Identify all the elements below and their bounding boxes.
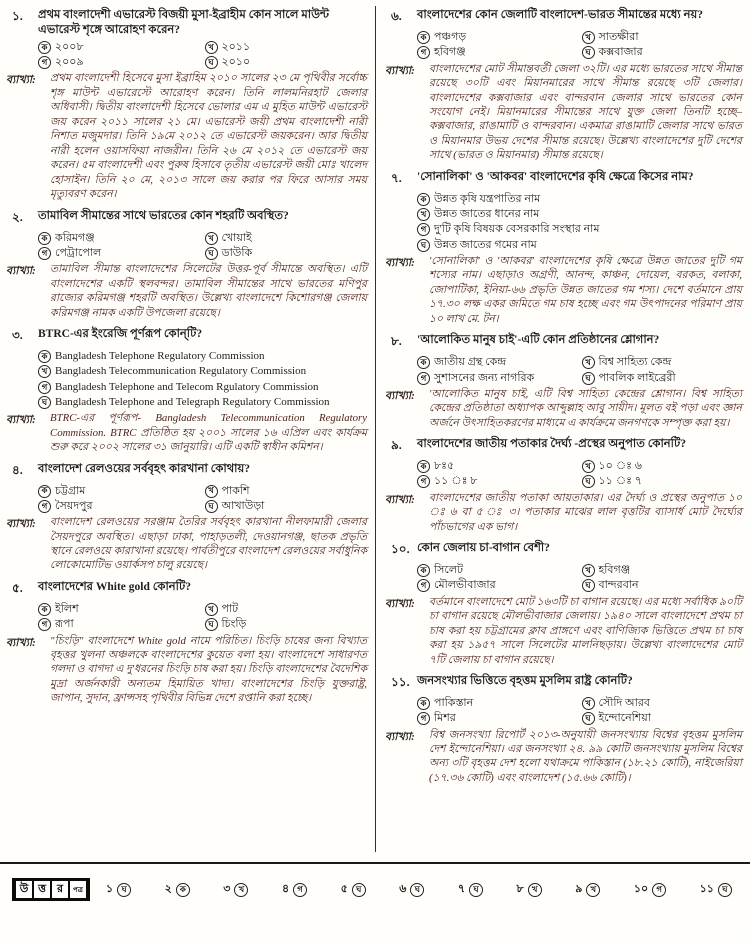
question-text: জনসংখ্যার ভিত্তিতে বৃহত্তম মুসলিম রাষ্ট্র কোনটি?	[417, 674, 633, 687]
answer-badge-tile: উ	[16, 881, 32, 898]
answer-letter-circle-icon: গ	[652, 883, 666, 897]
option-item	[205, 602, 368, 616]
option-letter-circle-icon: গ	[417, 223, 430, 236]
option-item	[582, 696, 743, 710]
question-block	[6, 209, 367, 320]
answer-key-bar	[0, 862, 750, 908]
option-item	[38, 55, 201, 69]
right-column	[375, 6, 750, 852]
option-item	[38, 40, 201, 54]
option-item	[582, 355, 743, 369]
question-header	[385, 8, 742, 28]
option-letter-circle-icon: গ	[38, 500, 51, 513]
option-letter-circle-icon: খ	[205, 485, 218, 498]
answer-letter-circle-icon: ঘ	[352, 883, 366, 897]
question-text: প্রথম বাংলাদেশী এভারেস্ট বিজয়ী মুসা-ইব্রাহীম কোন সালে মাউন্ট এভারেস্ট শৃঙ্গে আরোহণ করেন?	[38, 9, 330, 36]
option-letter-circle-icon: ক	[38, 41, 51, 54]
option-letter-circle-icon: ঘ	[582, 712, 595, 725]
explanation-label: ব্যাখ্যা:	[385, 493, 415, 506]
answer-letter-circle-icon: ঘ	[117, 883, 131, 897]
answer-chip	[575, 880, 600, 899]
explanation-label: ব্যাখ্যা:	[6, 636, 36, 649]
explanation-label: ব্যাখ্যা:	[385, 64, 415, 77]
answer-letter-circle-icon: ঘ	[469, 883, 483, 897]
question-block	[385, 674, 742, 785]
option-label: ২০০৯	[55, 56, 84, 69]
question-block	[385, 437, 742, 534]
option-letter-circle-icon: ঘ	[582, 475, 595, 488]
explanation-label: ব্যাখ্যা:	[6, 518, 36, 531]
answer-question-number: ৪	[281, 883, 290, 895]
question-text: বাংলাদেশের White gold কোনটি?	[38, 580, 191, 593]
option-item	[38, 484, 201, 498]
answer-chip	[282, 880, 307, 899]
option-item	[582, 563, 743, 577]
option-item	[38, 395, 367, 409]
question-header	[6, 8, 367, 38]
question-header	[385, 437, 742, 457]
question-number: ১.	[12, 9, 23, 23]
option-letter-circle-icon: ঘ	[582, 46, 595, 59]
explanation-row	[385, 254, 742, 326]
explanation-text: 'সোনালিকা' ও 'আকবর' বাংলাদেশের কৃষি ক্ষেত্রে উন্নত জাতের দুটি গম শস্যের নাম। এছাড়াও অগ্রণী, আনন্দ, কাঞ্চন, দোয়েল, বরকত, বলাকা, জোপাটিকা, ইনিয়া-৬৬ প্রভৃতি উন্নত জাতের গম শস্য। দেশে বর্তমানে প্রায় ১৭.৩০ লক্ষ একর জমিতে গম চাষ হচ্ছে এবং গম উৎপাদনের পরিমাণ প্রায় ১০ লাখ মে. টন।	[429, 254, 742, 325]
explanation-row	[6, 634, 367, 706]
option-label: মৌলভীবাজার	[434, 579, 496, 592]
explanation-label: ব্যাখ্যা:	[6, 414, 36, 427]
option-letter-circle-icon: গ	[417, 712, 430, 725]
option-label: খোয়াই	[221, 231, 252, 244]
option-label: পাট	[221, 602, 239, 615]
answer-chip	[223, 880, 248, 899]
option-item	[417, 459, 578, 473]
option-letter-circle-icon: গ	[38, 247, 51, 260]
option-label: Bangladesh Telephone Regulatory Commission	[55, 349, 265, 362]
option-letter-circle-icon: গ	[417, 46, 430, 59]
options-group	[417, 563, 742, 593]
option-label: সৈয়দপুর	[55, 499, 93, 512]
option-item	[38, 246, 201, 260]
option-item	[417, 207, 742, 221]
option-letter-circle-icon: খ	[417, 208, 430, 221]
option-label: চিংড়ি	[221, 618, 247, 631]
question-header	[385, 333, 742, 353]
question-number: ৮.	[391, 334, 402, 349]
answer-letter-circle-icon: খ	[586, 883, 600, 897]
option-label: চট্টগ্রাম	[55, 484, 86, 497]
option-item	[417, 578, 578, 592]
option-letter-circle-icon: গ	[417, 475, 430, 488]
explanation-label: ব্যাখ্যা:	[385, 597, 415, 610]
answer-chip	[700, 880, 732, 899]
explanation-text: বাংলাদেশের মোট সীমান্তবর্তী জেলা ৩২টি। এর মধ্যে ভারতের সাথে সীমান্ত রয়েছে ৩০টি এবং মিয়ানমারের সাথে সীমান্ত রয়েছে ৩টি জেলার। বাংলাদেশের কক্সবাজার এবং বান্দরবান জেলার সাথে ভারতের কোন সংযোগ নেই। মিয়ানমারের সীমান্তের সাথে যুক্ত জেলা তিনটি হচ্ছে– কক্সবাজার, রাঙামাটি ও বান্দরবান। একমাত্র রাঙামাটি জেলার সাথে ভারত ও মিয়ানমার উভয় দেশের সীমান্ত রয়েছে। উল্লেখ্য বাংলাদেশের দুটি দেশের সাথে (ভারত ও মিয়ানমার) সীমান্ত রয়েছে।	[429, 62, 742, 162]
option-label: Bangladesh Telephone and Telecom Rgulatory Commission	[55, 380, 319, 393]
option-letter-circle-icon: খ	[205, 603, 218, 616]
option-item	[38, 602, 201, 616]
options-group	[38, 602, 367, 632]
option-item	[417, 45, 578, 59]
option-letter-circle-icon: ঘ	[205, 56, 218, 69]
answer-question-number: ১	[106, 883, 114, 895]
options-group	[38, 231, 367, 261]
options-group	[417, 192, 742, 252]
option-label: উন্নত কৃষি যন্ত্রপাতির নাম	[434, 192, 541, 205]
answer-sheet-badge	[12, 878, 90, 901]
option-item	[38, 380, 367, 394]
option-item	[582, 711, 743, 725]
option-label: Bangladesh Telecommunication Regulatory Commission	[55, 365, 307, 378]
option-item	[582, 459, 743, 473]
answer-chip	[399, 880, 424, 899]
option-letter-circle-icon: ঘ	[582, 579, 595, 592]
question-number: ১১.	[391, 674, 410, 689]
option-label: রূপা	[55, 618, 74, 631]
question-text: তামাবিল সীমান্তের সাথে ভারতের কোন শহরটি অবস্থিত?	[38, 209, 289, 222]
answer-letter-circle-icon: গ	[293, 883, 307, 897]
option-letter-circle-icon: ঘ	[38, 396, 51, 409]
answer-question-number: ৯	[575, 883, 583, 895]
option-item	[417, 371, 578, 385]
answer-question-number: ১১	[699, 883, 714, 895]
explanation-text: প্রথম বাংলাদেশী হিসেবে মুসা ইব্রাহিম ২০১০ সালের ২৩ মে পৃথিবীর সর্বোচ্চ শৃঙ্গ মাউন্ট এভারেস্টে আরোহণ করেন। তিনি লালমনিরহাট জেলার অধিবাসী। দ্বিতীয় বাংলাদেশী হিসেবে ভোলার এম এ মুহিত মাউন্ট এভারেস্ট জয় করেন ২০১১ সালের ২১ মে। এভারেস্ট জয়ী প্রথম বাংলাদেশী নারী নিশাত মজুমদার। তিনি ১৯মে ২০১২ তে এভারেস্ট জয়করেন। আর দ্বিতীয় নারী হলেন ওয়াসফিয়া নাজরীন। তিনি ২৬ মে ২০১২ তে এভারেস্ট জয় করেন। ৫ম বাংলাদেশী এবং পুরুষ হিসাবে তৃতীয় এভারেস্ট জয়ী মোঃ খালেদ হোসাইন। তিনি ২০ মে, ২০১৩ সালে জয় করার পর ফিরে আসার সময় মৃত্যুবরণ করেন।	[50, 72, 367, 201]
option-item	[417, 30, 578, 44]
option-item	[582, 474, 743, 488]
option-label: হবিগঞ্জ	[598, 564, 631, 577]
option-item	[205, 246, 368, 260]
question-number: ৯.	[391, 438, 402, 453]
question-block	[6, 462, 367, 573]
option-item	[417, 563, 578, 577]
option-label: পাবলিক লাইব্রেরী	[598, 371, 676, 384]
option-label: কক্সবাজার	[598, 46, 643, 59]
option-letter-circle-icon: খ	[582, 460, 595, 473]
question-number: ৬.	[391, 9, 402, 23]
explanation-label: ব্যাখ্যা:	[6, 265, 36, 278]
option-item	[582, 30, 743, 44]
question-block	[385, 170, 742, 326]
option-letter-circle-icon: খ	[205, 232, 218, 245]
question-text: 'সোনালিকা' ও 'আকবর' বাংলাদেশের কৃষি ক্ষেত্রে কিসের নাম?	[417, 170, 694, 183]
answer-chip	[341, 880, 366, 899]
question-header	[6, 327, 367, 347]
answer-letter-circle-icon: খ	[528, 883, 542, 897]
option-letter-circle-icon: ঘ	[205, 618, 218, 631]
question-header	[385, 170, 742, 190]
answer-badge-tile: র	[52, 881, 68, 898]
answer-chip	[517, 880, 542, 899]
option-letter-circle-icon: ঘ	[417, 239, 430, 252]
option-letter-circle-icon: গ	[417, 372, 430, 385]
explanation-row	[385, 387, 742, 430]
option-label: ২০১০	[221, 56, 251, 69]
option-item	[417, 238, 742, 252]
question-text: কোন জেলায় চা-বাগান বেশী?	[417, 542, 550, 555]
option-letter-circle-icon: ক	[38, 232, 51, 245]
option-letter-circle-icon: ঘ	[205, 500, 218, 513]
options-group	[417, 30, 742, 60]
answer-question-number: ৫	[340, 883, 348, 895]
option-label: ২০১১	[221, 40, 251, 53]
explanation-text: বর্তমানে বাংলাদেশে মোট ১৬৩টি চা বাগান রয়েছে। এর মধ্যে সর্বাধিক ৯০টি চা বাগান রয়েছে মৌলভীবাজার জেলায়। ১৯৪০ সালে বাংলাদেশে প্রথম চা চাষ করা হয় চট্টগ্রামের ক্লাব প্রাঙ্গণে এবং বাণিজ্যিক ভিত্তিতে প্রথম চা চাষ করা হয় ১৯৫৭ সালে সিলেটের মালনিছড়ায়। উল্লেখ্য বাংলাদেশের মোট ৭টি জেলায় চা বাগান রয়েছে।	[429, 595, 742, 666]
option-letter-circle-icon: ক	[38, 603, 51, 616]
explanation-label: ব্যাখ্যা:	[385, 256, 415, 269]
option-letter-circle-icon: ক	[38, 350, 51, 363]
answer-question-number: ১০	[633, 883, 649, 895]
option-item	[205, 40, 368, 54]
explanation-text: বাংলাদেশ রেলওয়ের সরঞ্জাম তৈরির সর্ববৃহৎ কারখানা নীলফামারী জেলার সৈয়দপুরে অবস্থিত। এছাড়া ঢাকা, পাহাড়তলী, দেওয়ানগঞ্জ, ছাতক প্রভৃতি স্থানে রেলওয়ে কারাখানা রয়েছে। পার্বতীপুরে বাংলাদেশ রেলওয়ের সর্বাধুনিক লোকোমোটিভ ওয়ার্কসপ চালু রয়েছে।	[50, 516, 367, 572]
option-label: ৮ঃ৫	[434, 460, 455, 473]
option-label: জাতীয় গ্রন্থ কেন্দ্র	[434, 356, 507, 369]
option-label: Bangladesh Telephone and Telegraph Regulatory Commission	[55, 395, 330, 408]
question-header	[6, 209, 367, 229]
answer-question-number: ২	[164, 883, 172, 895]
question-text: বাংলাদেশ রেলওয়ের সর্ববৃহৎ কারখানা কোথায়?	[38, 462, 251, 475]
options-group	[38, 349, 367, 409]
explanation-text: 'আলোকিত মানুষ চাই, এটি বিশ্ব সাহিত্য কেন্দ্রের শ্লোগান। বিশ্ব সাহিত্য কেন্দ্রের প্রতিষ্ঠাতা অধ্যাপক আব্দুল্লাহ আবু সায়ীদ। মূলত বই পড়া এবং জ্ঞান অর্জনে উৎসাহিতকরণের মাধ্যমে এ কার্যক্রমে জনগণকে সম্পৃক্ত করা হয়।	[429, 387, 742, 429]
option-item	[38, 364, 367, 378]
question-number: ১০.	[391, 542, 410, 557]
left-column	[0, 6, 375, 852]
question-block	[6, 327, 367, 455]
answer-letter-circle-icon: ঘ	[410, 883, 424, 897]
option-letter-circle-icon: ঘ	[582, 372, 595, 385]
option-label: ইন্দোনেশিয়া	[598, 712, 651, 725]
answer-question-number: ৬	[399, 883, 407, 895]
question-header	[385, 674, 742, 694]
option-label: পাকশি	[221, 484, 250, 497]
question-block	[6, 8, 367, 202]
option-letter-circle-icon: ক	[417, 564, 430, 577]
explanation-text: BTRC-এর পূর্ণরূপ- Bangladesh Telecommunication Regulatory Commission. BTRC প্রতিষ্ঠিত হয় ২০০১ সালের ১৬ এপ্রিল এবং কার্যক্রম শুরু করে ২০০২ সালের ৩১ জানুয়ারি। এটি একটি স্বাধীন কমিশন।	[50, 412, 367, 454]
option-letter-circle-icon: খ	[582, 564, 595, 577]
option-item	[417, 192, 742, 206]
option-label: পঞ্চগড়	[434, 31, 467, 43]
option-letter-circle-icon: ক	[417, 356, 430, 369]
question-header	[6, 580, 367, 600]
option-label: উন্নত জাতের ধানের নাম	[434, 208, 540, 221]
option-item	[417, 222, 742, 236]
option-letter-circle-icon: খ	[205, 41, 218, 54]
option-label: ১১ ঃ ৭	[598, 475, 642, 488]
question-number: ২.	[12, 209, 23, 224]
option-letter-circle-icon: ক	[417, 193, 430, 206]
question-number: ৭.	[391, 170, 402, 185]
option-item	[205, 55, 368, 69]
options-group	[38, 40, 367, 70]
question-block	[385, 541, 742, 667]
option-item	[205, 499, 368, 513]
option-letter-circle-icon: খ	[582, 356, 595, 369]
question-number: ৩.	[12, 327, 23, 342]
question-number: ৪.	[12, 462, 23, 477]
answer-chip	[106, 880, 131, 899]
option-letter-circle-icon: গ	[38, 381, 51, 394]
option-label: আখাউড়া	[221, 499, 265, 512]
explanation-text: "চিংড়ি" বাংলাদেশে White gold নামে পরিচিত। চিংড়ি চাষের জন্য বিখ্যাত বৃহত্তর খুলনা অঞ্চলকে বাংলাদেশের কুয়েত বলা হয়। বাংলাদেশে সাধারণত গলদা ও বাগদা এ দু'ধরনের চিংড়ি চাষ করা হয়। চিংড়ি বাংলাদেশের বৈদেশিক মুদ্রা অর্জনকারী অন্যতম হিমায়িত খাদ্য। বাংলাদেশের চিংড়ি যুক্তরাষ্ট্র, জাপান, সুদান, ফ্রান্সসহ পৃথিবীর বিভিন্ন দেশে রপ্তানি করা হচ্ছে।	[50, 634, 367, 705]
option-label: উন্নত জাতের গমের নাম	[434, 238, 537, 251]
option-item	[582, 45, 743, 59]
option-label: ১০ ঃ ৬	[598, 460, 642, 473]
option-letter-circle-icon: ক	[38, 485, 51, 498]
option-label: পেট্রাপোল	[55, 246, 102, 259]
explanation-row	[385, 728, 742, 786]
explanation-text: বিশ্ব জনসংখ্যা রিপোর্ট ২০১৩-অনুযায়ী জনসংখ্যায় বিশ্বের বৃহত্তম মুসলিম দেশ ইন্দোনেশিয়া। এর জনসংখ্যা ২৪. ৯৯ কোটি জনসংখ্যায় মুসলিম বিশ্বের অন্য ৩টি বৃহত্তম দেশ হলো যথাক্রমে পাকিস্তান (১৮.২১ কোটি), নাইজেরিয়া (১৭.৩৬ কোটি) এবং বাংলাদেশ (১৫.৬৬ কোটি)।	[429, 728, 742, 784]
option-label: মিশর	[434, 712, 456, 725]
answer-letter-circle-icon: ক	[176, 883, 190, 897]
answer-question-number: ৮	[516, 883, 524, 895]
explanation-row	[385, 491, 742, 534]
option-letter-circle-icon: ক	[417, 697, 430, 710]
option-letter-circle-icon: খ	[38, 365, 51, 378]
explanation-label: ব্যাখ্যা:	[6, 74, 36, 87]
option-label: করিমগঞ্জ	[55, 231, 95, 244]
option-label: সিলেট	[434, 564, 464, 577]
explanation-row	[385, 595, 742, 667]
option-label: ২০০৮	[55, 40, 84, 53]
explanation-row	[6, 262, 367, 320]
answer-letter-circle-icon: ঘ	[718, 883, 732, 897]
options-group	[417, 459, 742, 489]
option-item	[417, 696, 578, 710]
option-letter-circle-icon: গ	[38, 618, 51, 631]
explanation-row	[6, 411, 367, 454]
option-item	[582, 371, 743, 385]
question-header	[385, 541, 742, 561]
option-letter-circle-icon: ক	[417, 31, 430, 44]
option-item	[417, 711, 578, 725]
option-label: ইলিশ	[55, 602, 79, 615]
question-block	[385, 8, 742, 163]
option-label: হবিগঞ্জ	[434, 46, 466, 59]
question-block	[6, 580, 367, 706]
option-item	[417, 355, 578, 369]
explanation-label: ব্যাখ্যা:	[385, 389, 415, 402]
option-item	[38, 349, 367, 363]
option-letter-circle-icon: ক	[417, 460, 430, 473]
option-label: ডাউকি	[221, 246, 253, 259]
answer-question-number: ৩	[223, 883, 231, 895]
option-label: পাকিস্তান	[434, 696, 474, 709]
option-label: ১১ ঃ ৮	[434, 475, 478, 488]
explanation-row	[6, 71, 367, 201]
option-label: বিশ্ব সাহিত্য কেন্দ্র	[598, 356, 672, 369]
explanation-row	[385, 62, 742, 163]
question-text: বাংলাদেশের জাতীয় পতাকার দৈর্ঘ্য -প্রস্থের অনুপাত কোনটি?	[417, 438, 686, 451]
answer-badge-tile: ত্ত	[34, 881, 50, 898]
option-letter-circle-icon: খ	[582, 697, 595, 710]
option-item	[417, 474, 578, 488]
question-number: ৫.	[12, 580, 23, 595]
option-letter-circle-icon: গ	[417, 579, 430, 592]
answer-key-list	[106, 880, 740, 899]
explanation-label: ব্যাখ্যা:	[385, 730, 415, 743]
option-item	[205, 484, 368, 498]
answer-chip	[165, 880, 190, 899]
option-item	[38, 499, 201, 513]
option-label: বান্দরবান	[598, 579, 639, 592]
question-text: BTRC-এর ইংরেজি পূর্ণরূপ কোন্‌টি?	[38, 327, 203, 340]
answer-letter-circle-icon: খ	[234, 883, 248, 897]
option-item	[38, 231, 201, 245]
option-item	[582, 578, 743, 592]
option-label: সাতক্ষীরা	[598, 31, 639, 43]
option-label: সুশাসনের জন্য নাগরিক	[434, 371, 535, 384]
question-block	[385, 333, 742, 430]
answer-badge-tile: পত্র	[70, 881, 86, 898]
options-group	[38, 484, 367, 514]
option-item	[205, 617, 368, 631]
options-group	[417, 355, 742, 385]
options-group	[417, 696, 742, 726]
question-text: বাংলাদেশের কোন জেলাটি বাংলাদেশ-ভারত সীমান্তের মধ্যে নয়?	[417, 9, 703, 21]
answer-chip	[634, 880, 666, 899]
answer-chip	[458, 880, 483, 899]
option-label: সৌদি আরব	[598, 696, 651, 709]
option-item	[205, 231, 368, 245]
explanation-text: তামাবিল সীমান্ত বাংলাদেশের সিলেটের উত্তর-পূর্ব সীমান্তে অবস্থিত। এটি বাংলাদেশের একটি স্থলবন্দর। তামাবিল সীমান্তের সাথে ভারতের মণিপুর রাজ্যের করিমগঞ্জ শহরটি অবস্থিত। উল্লেখ্য বাংলাদেশে কিশোরগঞ্জ জেলায় করিমগঞ্জ নামক একটি উপজেলা রয়েছে।	[50, 263, 367, 319]
explanation-row	[6, 515, 367, 573]
answer-question-number: ৭	[457, 883, 466, 895]
option-letter-circle-icon: খ	[582, 31, 595, 44]
option-label: দু'টি কৃষি বিষয়ক বেসরকারি সংস্থার নাম	[434, 223, 600, 236]
option-letter-circle-icon: গ	[38, 56, 51, 69]
question-text: 'আলোকিত মানুষ চাই'-এটি কোন প্রতিষ্ঠানের শ্লোগান?	[417, 334, 660, 347]
question-header	[6, 462, 367, 482]
option-letter-circle-icon: ঘ	[205, 247, 218, 260]
option-item	[38, 617, 201, 631]
explanation-text: বাংলাদেশের জাতীয় পতাকা আয়তাকার। এর দৈর্ঘ্য ও প্রস্থের অনুপাত ১০ ঃ ৬ বা ৫ ঃ ৩। পতাকার মাঝের লাল বৃত্তটির ব্যাসার্ধ মোট দৈর্ঘ্যের পাঁচভাগের এক ভাগ।	[429, 491, 742, 533]
